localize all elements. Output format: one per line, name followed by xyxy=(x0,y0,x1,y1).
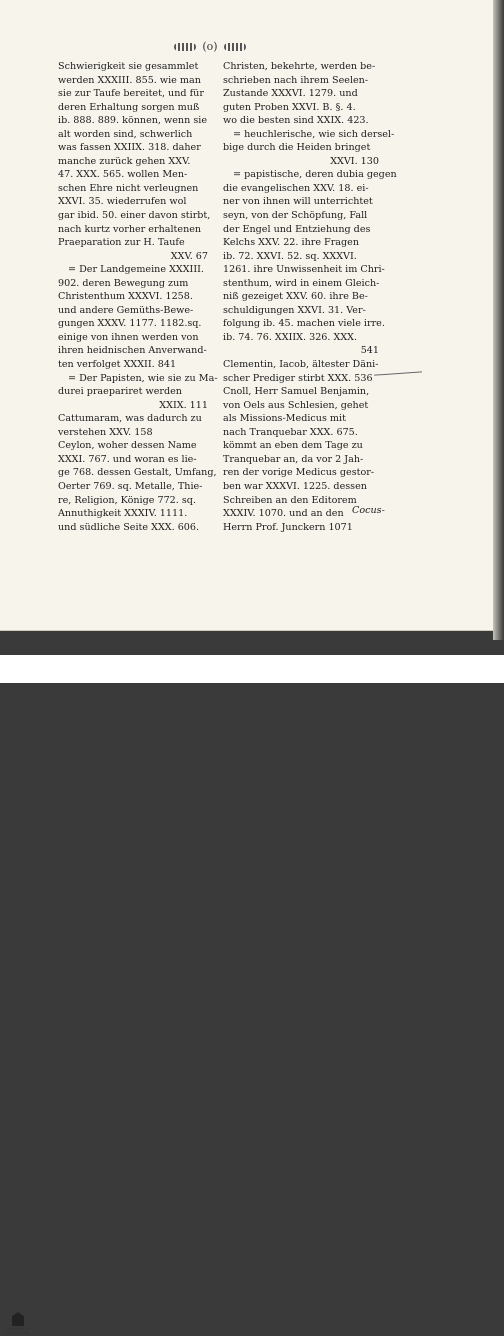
index-line: alt worden sind, schwerlich xyxy=(58,128,193,140)
index-line: 1261. ihre Unwissenheit im Chri- xyxy=(223,264,385,276)
index-line: = Der Papisten, wie sie zu Ma- xyxy=(68,372,218,384)
right-column xyxy=(223,60,397,534)
left-column xyxy=(58,60,218,534)
page-edge xyxy=(493,0,504,640)
index-line: ten verfolget XXXII. 841 xyxy=(58,359,177,371)
index-line: was fassen XXIIX. 318. daher xyxy=(58,142,201,154)
index-line: Clementin, Iacob, ältester Däni- xyxy=(223,359,379,371)
index-line: = papistische, deren dubia gegen xyxy=(233,169,397,181)
logo-text: FRANCKESCHE STIFTUNGEN xyxy=(5,1327,31,1335)
index-line: nach Tranquebar XXX. 675. xyxy=(223,426,358,438)
index-line: 47. XXX. 565. wollen Men- xyxy=(58,169,188,181)
index-line: XXXIV. 1070. und an den xyxy=(223,508,344,520)
index-line: Tranquebar an, da vor 2 Jah- xyxy=(223,453,364,465)
index-line: Praeparation zur H. Taufe xyxy=(58,237,185,249)
index-line: nach kurtz vorher erhaltenen xyxy=(58,223,202,235)
index-line: manche zurück gehen XXV. xyxy=(58,155,191,167)
index-line: XXXI. 767. und woran es lie- xyxy=(58,453,197,465)
left-ornament-icon xyxy=(174,43,196,51)
index-line: der Engel und Entziehung des xyxy=(223,223,371,235)
logo-mark-icon xyxy=(12,1312,24,1326)
index-line: Christen, bekehrte, werden be- xyxy=(223,61,376,72)
index-line: 541 xyxy=(360,345,379,357)
index-line: niß gezeiget XXV. 60. ihre Be- xyxy=(223,291,368,303)
index-line: Herrn Prof. Junckern 1071 xyxy=(223,521,353,533)
index-line: bige durch die Heiden bringet xyxy=(223,142,371,154)
index-line: schrieben nach ihrem Seelen- xyxy=(223,74,369,86)
index-line: XXVI. 35. wiederrufen wol xyxy=(58,196,187,208)
index-line: als Missions-Medicus mit xyxy=(223,413,346,425)
index-line: Kelchs XXV. 22. ihre Fragen xyxy=(223,237,360,249)
index-line: wo die besten sind XXIX. 423. xyxy=(223,115,369,127)
right-ornament-icon xyxy=(224,43,246,51)
index-line: verstehen XXV. 158 xyxy=(58,426,153,438)
index-line: Oerter 769. sq. Metalle, Thie- xyxy=(58,480,203,492)
index-line: und südliche Seite XXX. 606. xyxy=(58,521,200,533)
index-line: ren der vorige Medicus gestor- xyxy=(223,467,375,479)
index-line: einige von ihnen werden von xyxy=(58,331,199,343)
index-line: ib. 72. XXVI. 52. sq. XXXVI. xyxy=(223,250,357,262)
index-line: XXVI. 130 xyxy=(330,155,379,167)
index-line: ner von ihnen will unterrichtet xyxy=(223,196,373,208)
index-line: re, Religion, Könige 772. sq. xyxy=(58,494,196,506)
index-line: folgung ib. 45. machen viele irre. xyxy=(223,318,385,330)
pencil-mark xyxy=(374,371,422,375)
library-logo xyxy=(5,1312,31,1336)
index-line: XXIX. 111 xyxy=(159,399,208,411)
index-line: Annuthigkeit XXXIV. 1111. xyxy=(58,508,188,520)
index-line: Christenthum XXXVI. 1258. xyxy=(58,291,193,303)
index-line: ben war XXXVI. 1225. dessen xyxy=(223,480,367,492)
footer-strip xyxy=(0,655,504,1335)
index-line: durei praepariret werden xyxy=(58,386,182,398)
index-line: ib. 74. 76. XXIIX. 326. XXX. xyxy=(223,331,358,343)
index-line: gar ibid. 50. einer davon stirbt, xyxy=(58,210,211,222)
index-line: schen Ehre nicht verleugnen xyxy=(58,182,199,194)
index-line: die evangelischen XXV. 18. ei- xyxy=(223,182,369,194)
page-mark: (o) xyxy=(202,40,218,53)
index-line: werden XXXIII. 855. wie man xyxy=(58,74,201,86)
index-line: Cnoll, Herr Samuel Benjamin, xyxy=(223,386,370,398)
index-line: und andere Gemüths-Bewe- xyxy=(58,304,194,316)
index-line: = heuchlerische, wie sich dersel- xyxy=(233,128,395,140)
index-line: ihren heidnischen Anverwand- xyxy=(58,345,207,357)
index-line: 902. deren Bewegung zum xyxy=(58,277,189,289)
index-line: schuldigungen XXVI. 31. Ver- xyxy=(223,304,366,316)
catchword: Cocus- xyxy=(352,505,385,516)
index-line: von Oels aus Schlesien, gehet xyxy=(223,399,369,411)
index-line: Zustande XXXVI. 1279. und xyxy=(223,88,358,100)
index-line: Schwierigkeit sie gesammlet xyxy=(58,61,199,72)
book-page xyxy=(0,0,494,631)
index-line: scher Prediger stirbt XXX. 536 xyxy=(223,372,373,384)
index-line: Cattumaram, was dadurch zu xyxy=(58,413,202,425)
index-line: gungen XXXV. 1177. 1182.sq. xyxy=(58,318,202,330)
index-line: seyn, von der Schöpfung, Fall xyxy=(223,210,368,222)
index-line: ib. 888. 889. können, wenn sie xyxy=(58,115,207,127)
index-line: ge 768. dessen Gestalt, Umfang, xyxy=(58,467,217,479)
index-line: Ceylon, woher dessen Name xyxy=(58,440,197,452)
index-line: deren Erhaltung sorgen muß xyxy=(58,101,200,113)
index-line: = Der Landgemeine XXXIII. xyxy=(68,264,204,276)
index-line: stenthum, wird in einem Gleich- xyxy=(223,277,380,289)
index-line: XXV. 67 xyxy=(170,250,208,262)
index-line: kömmt an eben dem Tage zu xyxy=(223,440,363,452)
index-line: guten Proben XXVI. B. §. 4. xyxy=(223,101,356,113)
index-line: Schreiben an den Editorem xyxy=(223,494,357,506)
page-header xyxy=(170,40,250,54)
index-line: sie zur Taufe bereitet, und für xyxy=(58,88,204,100)
